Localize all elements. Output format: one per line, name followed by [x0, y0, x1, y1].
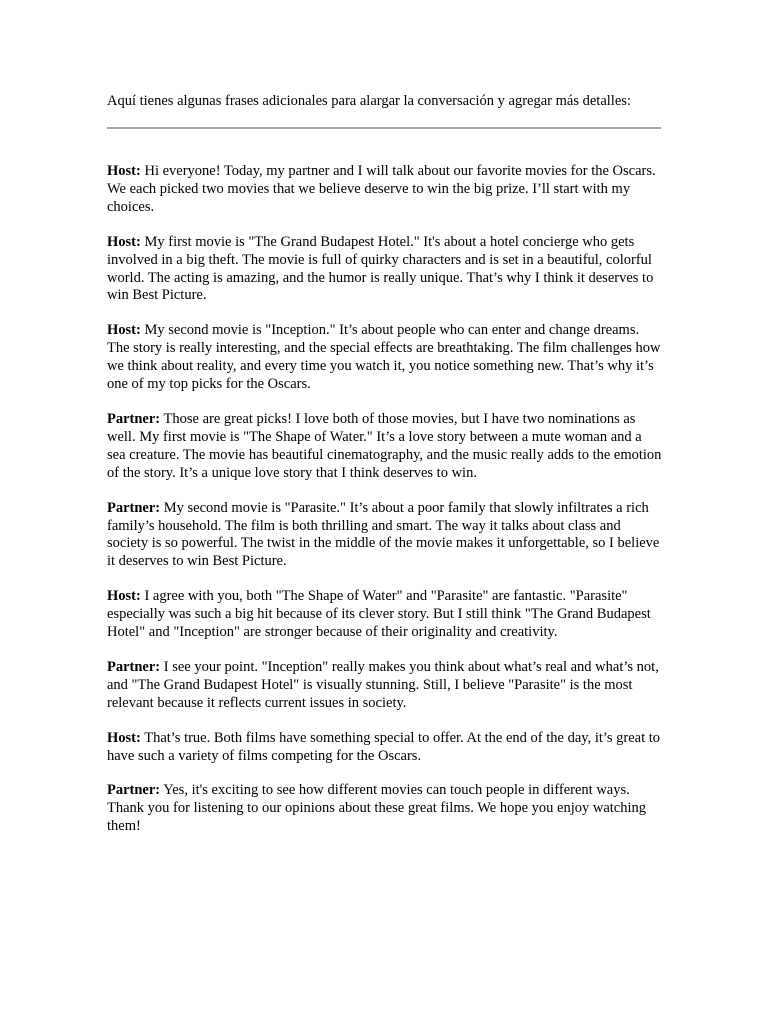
- turn-text: My second movie is "Inception." It’s about people who can enter and change dreams. The story is really interesting, and the special effects are breathtaking. The film challenges how we think about reality, and every time you watch it, you notice something new. That’s why it’s one of my top picks for the Oscars.: [107, 322, 661, 393]
- horizontal-divider: [107, 127, 661, 129]
- speaker-label: Partner:: [107, 782, 161, 799]
- turn-text: I agree with you, both "The Shape of Water" and "Parasite" are fantastic. "Parasite" especially was such a big hit because of its clever story. But I still think "The Grand Budapest Hotel" and "Inception" are stronger because of their originality and creativity.: [107, 588, 651, 641]
- turn-text: That’s true. Both films have something special to offer. At the end of the day, it’s great to have such a variety of films competing for the Oscars.: [107, 729, 661, 764]
- speaker-label: Host:: [107, 588, 141, 605]
- turn-text: I see your point. "Inception" really makes you think about what’s real and what’s not, and "The Grand Budapest Hotel" is visually stunning. Still, I believe "Parasite" is the most relevant because it reflects current issues in society.: [107, 658, 659, 711]
- dialogue-turn: [107, 411, 663, 483]
- speaker-label: Partner:: [107, 499, 161, 516]
- speaker-label: Partner:: [107, 658, 161, 675]
- dialogue-turn: [107, 234, 663, 306]
- turn-text: My second movie is "Parasite." It’s about a poor family that slowly infiltrates a rich family’s household. The film is both thrilling and smart. The way it talks about class and society is so powerful. The twist in the middle of the movie makes it unforgettable, so I believe it deserves to win Best Picture.: [107, 499, 660, 570]
- dialogue-turn: [107, 322, 663, 394]
- dialogue-turn: [107, 588, 663, 642]
- speaker-label: Host:: [107, 322, 141, 339]
- dialogue-turn: [107, 500, 663, 572]
- dialogue: [107, 163, 663, 853]
- dialogue-turn: [107, 730, 663, 766]
- turn-text: My first movie is "The Grand Budapest Hotel." It's about a hotel concierge who gets involved in a big theft. The movie is full of quirky characters and is set in a beautiful, colorful world. The acting is amazing, and the humor is really unique. That’s why I think it deserves to win Best Picture.: [107, 233, 654, 304]
- speaker-label: Partner:: [107, 410, 161, 427]
- dialogue-turn: [107, 163, 663, 217]
- intro-text: Aquí tienes algunas frases adicionales para alargar la conversación y agregar más detalles:: [107, 93, 631, 109]
- turn-text: Hi everyone! Today, my partner and I will talk about our favorite movies for the Oscars. We each picked two movies that we believe deserve to win the big prize. I’ll start with my choices.: [107, 163, 656, 215]
- speaker-label: Host:: [107, 233, 141, 250]
- turn-text: Those are great picks! I love both of those movies, but I have two nominations as well. My first movie is "The Shape of Water." It’s a love story between a mute woman and a sea creature. The movie has beautiful cinematography, and the music really adds to the emotion of the story. It’s a unique love story that I think deserves to win.: [107, 410, 662, 481]
- speaker-label: Host:: [107, 163, 141, 179]
- speaker-label: Host:: [107, 729, 141, 746]
- turn-text: Yes, it's exciting to see how different movies can touch people in different ways. Thank you for listening to our opinions about these great films. We hope you enjoy watching them!: [107, 782, 646, 835]
- dialogue-turn: [107, 659, 663, 713]
- dialogue-turn: [107, 782, 663, 836]
